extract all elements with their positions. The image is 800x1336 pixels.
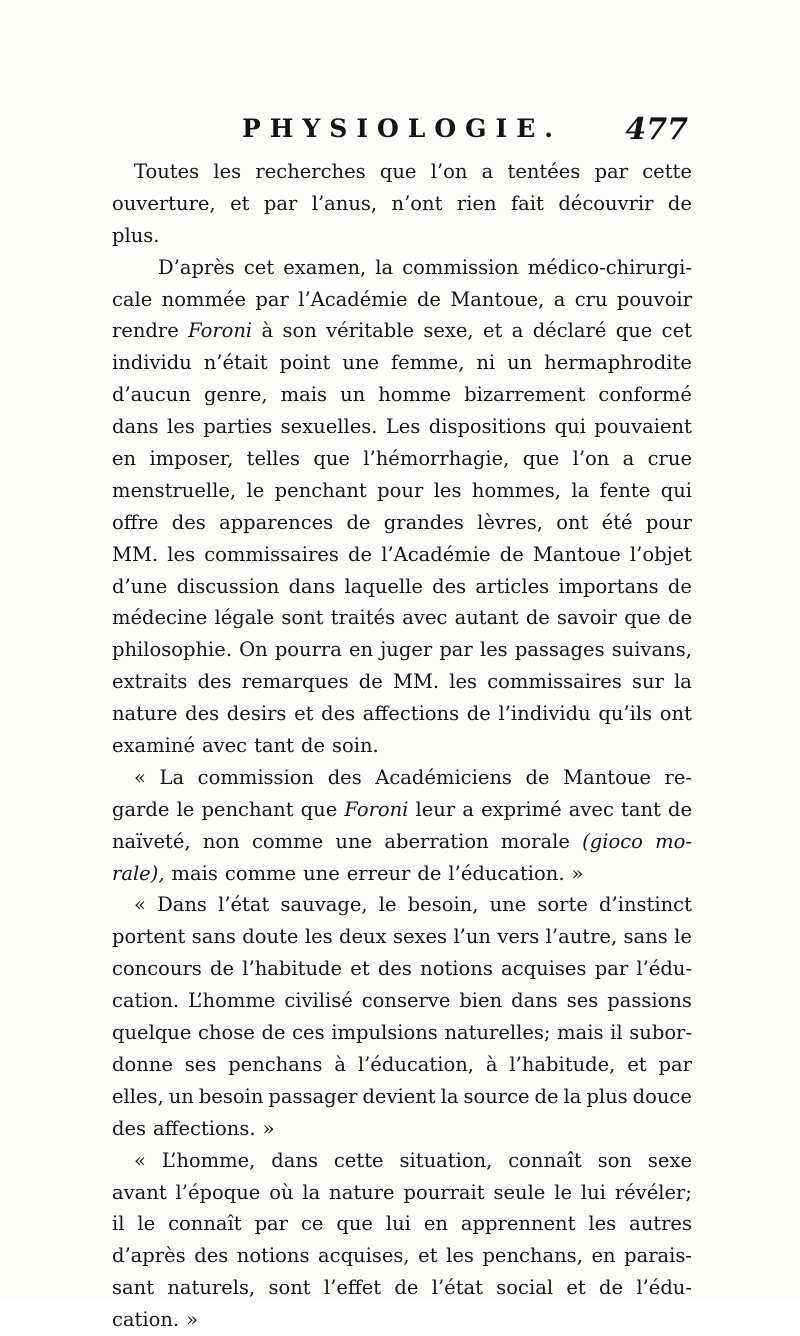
text-line: concours de l’habitude et des notions acquises par l’édu- <box>112 957 692 981</box>
text-line: MM. les commissaires de l’Académie de Mantoue l’objet <box>112 542 692 566</box>
text-line: portent sans doute les deux sexes l’un vers l’autre, sans le <box>112 925 692 949</box>
text-line: en imposer, telles que l’hémorrhagie, que l’on a crue <box>112 447 692 471</box>
text-line: il le connaît par ce que lui en apprennent les autres <box>112 1212 692 1236</box>
text-line: extraits des remarques de MM. les commissaires sur la <box>112 670 692 694</box>
text-line: quelque chose de ces impulsions naturelles; mais il subor- <box>112 1021 692 1045</box>
body-text <box>112 156 692 1336</box>
text-line: rale), mais comme une erreur de l’éducation. » <box>112 861 584 885</box>
text-line: « La commission des Académiciens de Mantoue re- <box>134 765 692 789</box>
text-line: médecine légale sont traités avec autant de savoir que de <box>112 606 692 630</box>
text-line: rendre Foroni à son véritable sexe, et a déclaré que cet <box>112 319 692 343</box>
text-line: avant l’époque où la nature pourrait seule le lui révéler; <box>112 1180 692 1204</box>
text-line: plus. <box>112 223 160 247</box>
text-line: naïveté, non comme une aberration morale (gioco mo- <box>112 829 692 853</box>
text-line: des affections. » <box>112 1116 275 1140</box>
text-line: cale nommée par l’Académie de Mantoue, a cru pouvoir <box>112 287 692 311</box>
running-head: PHYSIOLOGIE. <box>242 114 562 143</box>
text-line: philosophie. On pourra en juger par les passages suivans, <box>112 638 692 662</box>
text-line: cation. L’homme civilisé conserve bien dans ses passions <box>112 989 692 1013</box>
text-line: « L’homme, dans cette situation, connaît son sexe <box>134 1148 692 1172</box>
text-line: d’après des notions acquises, et les penchans, en parais- <box>112 1244 692 1268</box>
page-number: 477 <box>625 112 688 147</box>
text-line: d’aucun genre, mais un homme bizarrement conformé <box>112 383 692 407</box>
text-line: menstruelle, le penchant pour les hommes, la fente qui <box>112 478 692 502</box>
text-line: D’après cet examen, la commission médico-chirurgi- <box>158 255 692 279</box>
text-line: sant naturels, sont l’effet de l’état social et de l’édu- <box>112 1276 692 1300</box>
text-line: individu n’était point une femme, ni un hermaphrodite <box>112 351 692 375</box>
text-line: « Dans l’état sauvage, le besoin, une sorte d’instinct <box>134 893 692 917</box>
text-line: d’une discussion dans laquelle des articles importans de <box>112 574 692 598</box>
text-line: ouverture, et par l’anus, n’ont rien fait découvrir de <box>112 191 692 215</box>
text-line: garde le penchant que Foroni leur a exprimé avec tant de <box>112 797 692 821</box>
text-line: dans les parties sexuelles. Les dispositions qui pouvaient <box>112 415 692 439</box>
text-line: Toutes les recherches que l’on a tentées par cette <box>134 160 692 183</box>
page-header <box>110 108 692 154</box>
text-line: elles, un besoin passager devient la source de la plus douce <box>112 1084 692 1108</box>
text-line: donne ses penchans à l’éducation, à l’habitude, et par <box>112 1052 692 1076</box>
text-line: cation. » <box>112 1308 199 1332</box>
text-line: examiné avec tant de soin. <box>112 734 379 758</box>
text-line: offre des apparences de grandes lèvres, ont été pour <box>112 510 692 534</box>
text-line: nature des desirs et des affections de l’individu qu’ils ont <box>112 702 692 726</box>
